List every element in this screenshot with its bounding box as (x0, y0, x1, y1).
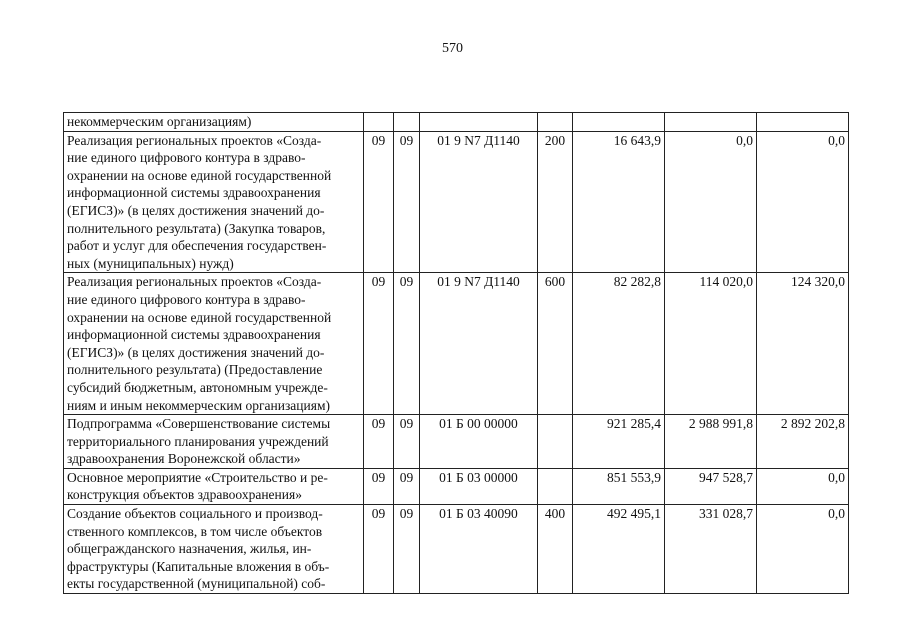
row-name-line: ние единого цифрового контура в здраво- (67, 291, 306, 307)
amount-year2-cell: 2 988 991,8 (665, 415, 757, 469)
subsection-code-cell: 09 (394, 505, 420, 594)
row-name-line: информационной системы здравоохранения (67, 185, 321, 201)
table-row (64, 113, 849, 132)
row-name-line: общегражданского назначения, жилья, ин- (67, 541, 312, 557)
page-number: 570 (442, 41, 463, 56)
expense-type-cell: 600 (538, 273, 573, 415)
section-code-cell: 09 (364, 505, 394, 594)
table-row (64, 131, 849, 273)
amount-year3-cell: 2 892 202,8 (757, 415, 849, 469)
amount-year3-cell: 0,0 (757, 131, 849, 273)
amount-year1-cell: 82 282,8 (573, 273, 665, 415)
row-name-line: (ЕГИСЗ)» (в целях достижения значений до- (67, 202, 325, 218)
row-name-line: екты государственной (муниципальной) соб- (67, 576, 326, 592)
subsection-code-cell: 09 (394, 273, 420, 415)
amount-year2-cell (665, 113, 757, 132)
amount-year3-cell: 124 320,0 (757, 273, 849, 415)
row-name-line: Основное мероприятие «Строительство и ре- (67, 469, 328, 485)
amount-year2-cell: 947 528,7 (665, 468, 757, 504)
table-row (64, 468, 849, 504)
row-name-line: Подпрограмма «Совершенствование системы (67, 416, 331, 432)
section-code-cell: 09 (364, 273, 394, 415)
row-name-cell (64, 131, 364, 273)
row-name-line: (ЕГИСЗ)» (в целях достижения значений до- (67, 344, 325, 360)
row-name-cell (64, 273, 364, 415)
expense-type-cell (538, 113, 573, 132)
row-name-line: ние единого цифрового контура в здраво- (67, 150, 306, 166)
amount-year1-cell: 492 495,1 (573, 505, 665, 594)
amount-year1-cell: 921 285,4 (573, 415, 665, 469)
row-name-line: охранении на основе единой государственной (67, 309, 332, 325)
budget-table (63, 112, 849, 594)
row-name-line: ниям и иным некоммерческим организациям) (67, 397, 330, 413)
row-name-cell (64, 468, 364, 504)
row-name-line: здравоохранения Воронежской области» (67, 451, 301, 467)
amount-year3-cell: 0,0 (757, 505, 849, 594)
row-name-line: информационной системы здравоохранения (67, 327, 321, 343)
row-name-line: охранении на основе единой государственной (67, 167, 332, 183)
target-article-cell: 01 9 N7 Д1140 (420, 273, 538, 415)
section-code-cell: 09 (364, 415, 394, 469)
row-name-line: полнительного результата) (Предоставление (67, 362, 323, 378)
amount-year1-cell (573, 113, 665, 132)
row-name-line: территориального планирования учреждений (67, 433, 329, 449)
subsection-code-cell (394, 113, 420, 132)
expense-type-cell: 200 (538, 131, 573, 273)
section-code-cell: 09 (364, 468, 394, 504)
row-name-line: субсидий бюджетным, автономным учрежде- (67, 379, 328, 395)
row-name-line: ственного комплексов, в том числе объектов (67, 523, 323, 539)
subsection-code-cell: 09 (394, 468, 420, 504)
amount-year2-cell: 114 020,0 (665, 273, 757, 415)
table-row (64, 415, 849, 469)
row-name-cell (64, 505, 364, 594)
target-article-cell: 01 Б 03 00000 (420, 468, 538, 504)
subsection-code-cell: 09 (394, 415, 420, 469)
section-code-cell: 09 (364, 131, 394, 273)
row-name-line: ных (муниципальных) нужд) (67, 255, 234, 271)
row-name-line: некоммерческим организациям) (67, 114, 252, 129)
amount-year1-cell: 16 643,9 (573, 131, 665, 273)
amount-year1-cell: 851 553,9 (573, 468, 665, 504)
row-name-cell (64, 415, 364, 469)
row-name-line: фраструктуры (Капитальные вложения в объ- (67, 558, 330, 574)
expense-type-cell (538, 415, 573, 469)
section-code-cell (364, 113, 394, 132)
amount-year2-cell: 331 028,7 (665, 505, 757, 594)
amount-year3-cell (757, 113, 849, 132)
row-name-line: конструкция объектов здравоохранения» (67, 487, 302, 503)
table-row (64, 505, 849, 594)
row-name-line: Реализация региональных проектов «Созда- (67, 274, 322, 290)
row-name-line: Создание объектов социального и производ- (67, 506, 323, 522)
expense-type-cell (538, 468, 573, 504)
target-article-cell: 01 Б 03 40090 (420, 505, 538, 594)
target-article-cell: 01 9 N7 Д1140 (420, 131, 538, 273)
amount-year2-cell: 0,0 (665, 131, 757, 273)
target-article-cell: 01 Б 00 00000 (420, 415, 538, 469)
row-name-line: Реализация региональных проектов «Созда- (67, 132, 322, 148)
target-article-cell (420, 113, 538, 132)
table-row (64, 273, 849, 415)
row-name-line: полнительного результата) (Закупка товаров, (67, 220, 326, 236)
subsection-code-cell: 09 (394, 131, 420, 273)
expense-type-cell: 400 (538, 505, 573, 594)
row-name-cell (64, 113, 364, 132)
row-name-line: работ и услуг для обеспечения государствен- (67, 238, 327, 254)
amount-year3-cell: 0,0 (757, 468, 849, 504)
